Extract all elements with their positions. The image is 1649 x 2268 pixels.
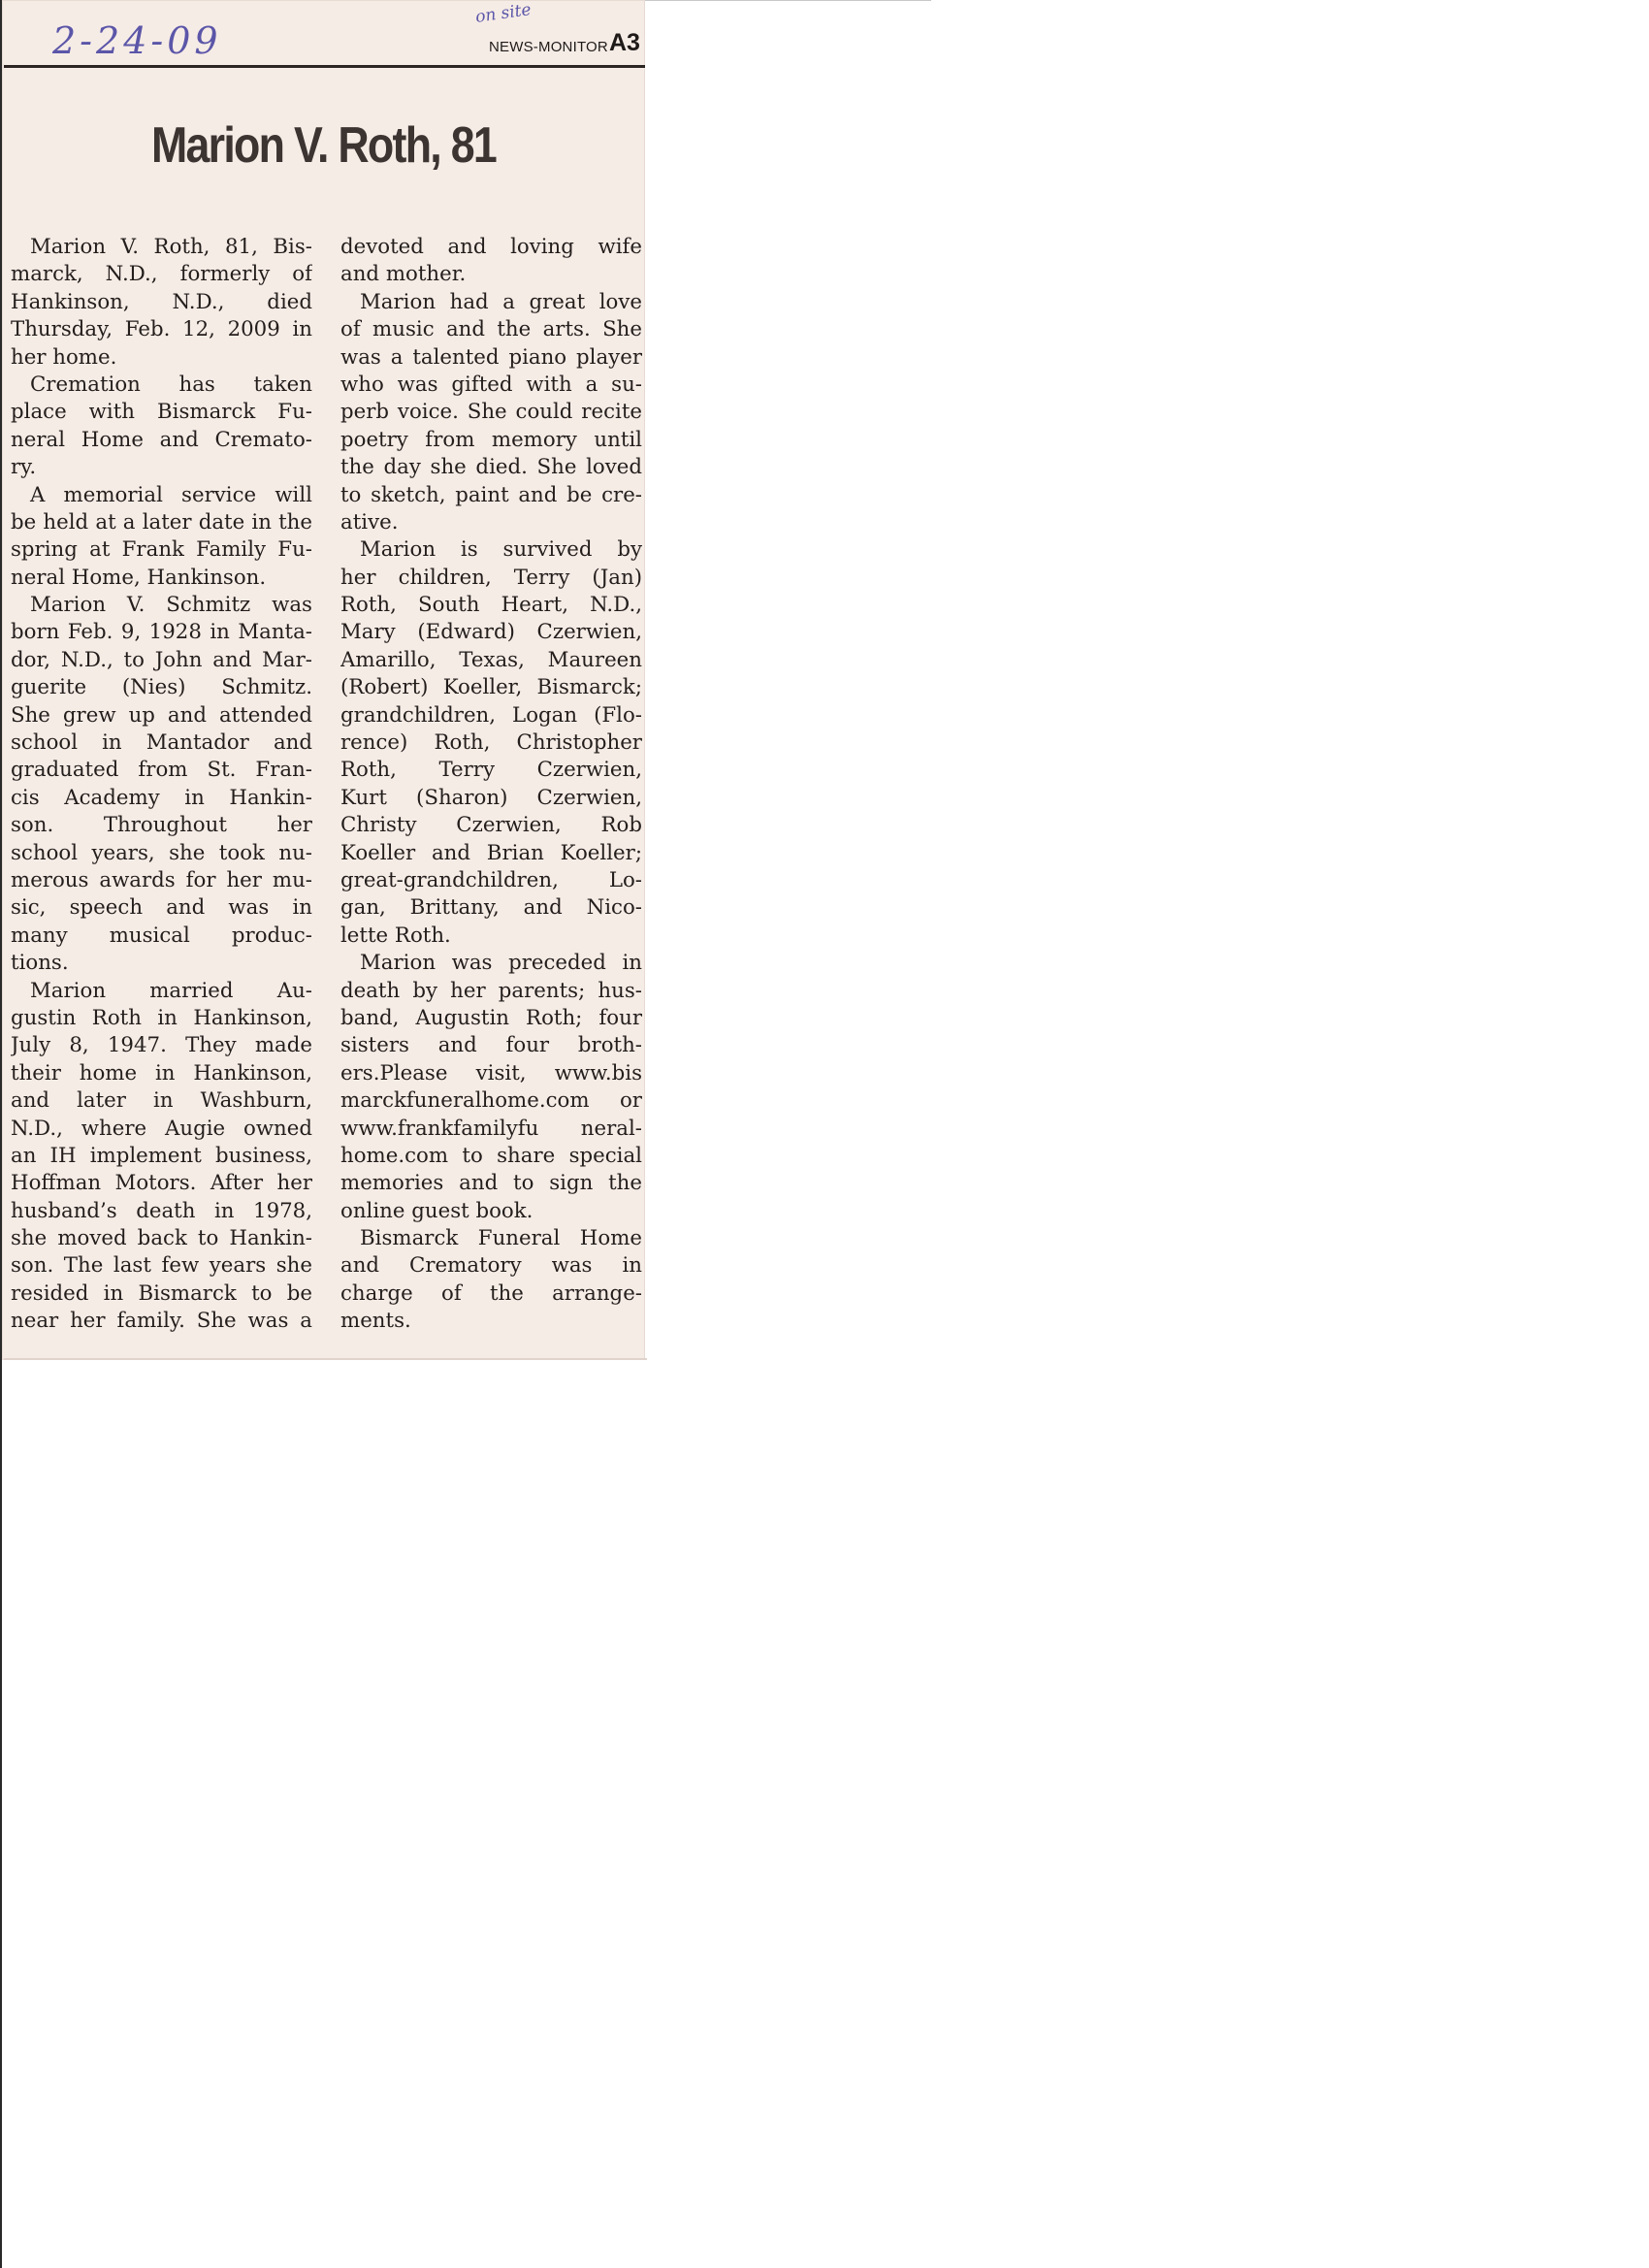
article-text-line: husband’s death in 1978,: [11, 1198, 312, 1223]
article-text-line: Roth, Terry Czerwien,: [340, 758, 642, 783]
article-text-line: home.com to share special: [340, 1143, 642, 1168]
article-text-line: their home in Hankinson,: [11, 1060, 312, 1085]
clipping-bottom-edge: [4, 1358, 647, 1360]
article-text-line: Roth, South Heart, N.D.,: [340, 593, 642, 618]
article-text-line: Hoffman Motors. After her: [11, 1171, 312, 1196]
page-number: A3: [609, 29, 640, 56]
article-text-line: Thursday, Feb. 12, 2009 in: [11, 317, 312, 342]
article-text-line: spring at Frank Family Fu-: [11, 537, 312, 563]
newspaper-clipping: [2, 0, 645, 1360]
article-text-line: lette Roth.: [340, 923, 451, 948]
article-text-line: resided in Bismarck to be: [11, 1280, 312, 1306]
obituary-headline: Marion V. Roth, 81: [150, 117, 497, 174]
article-text-line: to sketch, paint and be cre-: [340, 482, 642, 507]
article-text-line: Marion is survived by: [360, 537, 642, 563]
article-text-line: of music and the arts. She: [340, 317, 642, 342]
article-text-line: gan, Brittany, and Nico-: [340, 895, 642, 921]
article-text-line: death by her parents; hus-: [340, 978, 642, 1003]
article-text-line: memories and to sign the: [340, 1171, 642, 1196]
article-text-line: born Feb. 9, 1928 in Manta-: [11, 620, 312, 645]
article-text-line: Christy Czerwien, Rob: [340, 813, 642, 838]
article-text-line: school years, she took nu-: [11, 840, 312, 865]
article-text-line: rence) Roth, Christopher: [340, 730, 642, 756]
article-text-line: gustin Roth in Hankinson,: [11, 1005, 312, 1030]
article-text-line: band, Augustin Roth; four: [340, 1005, 642, 1030]
article-text-line: ments.: [340, 1309, 411, 1334]
article-text-line: ative.: [340, 509, 399, 535]
article-text-line: Marion V. Roth, 81, Bis-: [30, 235, 312, 259]
article-text-line: she moved back to Hankin-: [11, 1226, 312, 1251]
article-text-line: Marion had a great love: [360, 289, 642, 314]
article-text-line: Kurt (Sharon) Czerwien,: [340, 785, 642, 810]
article-text-line: graduated from St. Fran-: [11, 758, 312, 783]
article-text-line: Bismarck Funeral Home: [360, 1226, 642, 1251]
header-rule: [4, 65, 645, 68]
article-text-line: July 8, 1947. They made: [11, 1033, 312, 1058]
article-text-line: charge of the arrange-: [340, 1280, 642, 1306]
article-text-line: Marion married Au-: [30, 978, 312, 1003]
article-text-line: near her family. She was a: [11, 1309, 312, 1334]
article-text-line: dor, N.D., to John and Mar-: [11, 647, 312, 672]
article-text-line: great-grandchildren, Lo-: [340, 867, 642, 892]
handwritten-note: on site: [473, 0, 533, 27]
article-text-line: Marion was preceded in: [360, 951, 642, 976]
article-column-right: [340, 234, 642, 1336]
article-text-line: her children, Terry (Jan): [340, 565, 642, 590]
article-text-line: an IH implement business,: [11, 1143, 312, 1168]
handwritten-date: 2-24-09: [52, 19, 222, 62]
article-text-line: Mary (Edward) Czerwien,: [340, 620, 642, 645]
article-text-line: She grew up and attended: [11, 702, 312, 728]
article-text-line: neral Home, Hankinson.: [11, 565, 267, 590]
article-text-line: perb voice. She could recite: [340, 400, 642, 425]
article-text-line: was a talented piano player: [340, 344, 642, 370]
article-text-line: A memorial service will: [30, 482, 312, 507]
article-text-line: ry.: [11, 455, 37, 480]
article-text-line: marck, N.D., formerly of: [11, 262, 312, 287]
article-text-line: cis Academy in Hankin-: [11, 785, 312, 810]
article-text-line: and Crematory was in: [340, 1253, 642, 1279]
newspaper-name: NEWS-MONITOR: [489, 39, 608, 55]
article-text-line: guerite (Nies) Schmitz.: [11, 675, 312, 700]
article-text-line: son. Throughout her: [11, 813, 312, 838]
article-text-line: sic, speech and was in: [11, 895, 312, 921]
article-text-line: tions.: [11, 951, 69, 976]
article-text-line: online guest book.: [340, 1198, 534, 1223]
article-text-line: place with Bismarck Fu-: [11, 400, 312, 425]
article-text-line: Amarillo, Texas, Maureen: [340, 647, 642, 672]
article-column-left: [11, 234, 312, 1336]
article-text-line: many musical produc-: [11, 923, 312, 948]
article-text-line: Marion V. Schmitz was: [30, 593, 312, 618]
article-text-line: who was gifted with a su-: [340, 372, 642, 397]
article-text-line: the day she died. She loved: [340, 455, 642, 480]
article-text-line: her home.: [11, 344, 117, 370]
article-text-line: merous awards for her mu-: [11, 867, 312, 892]
article-text-line: marckfuneralhome.com or: [340, 1088, 642, 1114]
article-text-line: www.frankfamilyfu neral-: [340, 1116, 642, 1141]
article-text-line: Hankinson, N.D., died: [11, 289, 312, 314]
article-text-line: son. The last few years she: [11, 1253, 312, 1279]
article-text-line: devoted and loving wife: [340, 235, 642, 259]
article-text-line: ers.Please visit, www.bis: [340, 1060, 642, 1085]
article-text-line: neral Home and Cremato-: [11, 427, 312, 452]
article-text-line: school in Mantador and: [11, 730, 312, 756]
article-text-line: be held at a later date in the: [11, 509, 312, 535]
article-text-line: and later in Washburn,: [11, 1088, 312, 1114]
article-text-line: Koeller and Brian Koeller;: [340, 840, 642, 865]
article-text-line: poetry from memory until: [340, 427, 642, 452]
article-text-line: N.D., where Augie owned: [11, 1116, 312, 1141]
article-text-line: (Robert) Koeller, Bismarck;: [340, 675, 642, 700]
article-text-line: Cremation has taken: [30, 372, 312, 397]
article-text-line: grandchildren, Logan (Flo-: [340, 702, 642, 728]
article-text-line: sisters and four broth-: [340, 1033, 642, 1058]
article-text-line: and mother.: [340, 262, 467, 287]
